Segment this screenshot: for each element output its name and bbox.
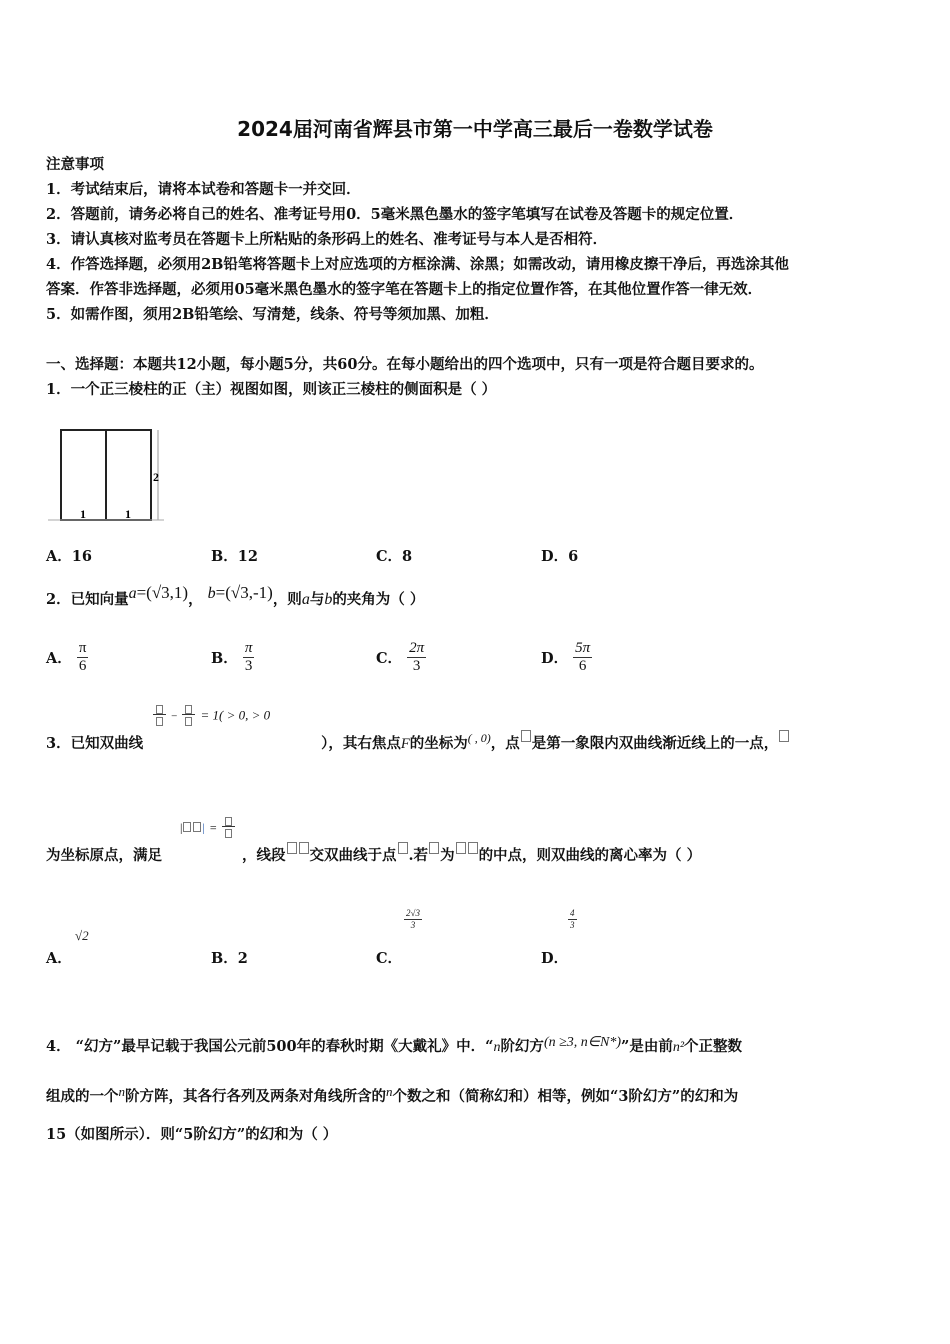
q3-option-c-image: [404, 908, 422, 931]
q2-option-d[interactable]: [541, 640, 592, 675]
q3-prefix: 3．已知双曲线: [46, 735, 144, 752]
q3-point-text: ，点: [490, 735, 520, 752]
q4-line2-a: 组成的一个: [46, 1088, 119, 1105]
q2-option-b[interactable]: [211, 640, 254, 675]
question-3-line-2: [46, 842, 701, 865]
q3-coord-text: 的坐标为: [409, 735, 468, 752]
q2-vector-b-ref: b: [324, 591, 333, 608]
q2-vector-a-value: =(√3,1): [136, 583, 189, 602]
q3-line2-a: 为坐标原点，满足: [46, 847, 162, 864]
q3-line2-d: .若: [408, 847, 429, 864]
q2-option-c[interactable]: [376, 640, 426, 675]
question-4-line-3: 15（如图所示）．则“5阶幻方”的幻和为（ ）: [46, 1126, 338, 1143]
q4-n-3: n: [118, 1084, 125, 1099]
q3-condition-image: | | =: [180, 816, 235, 838]
q2-option-b-fraction: $\frac{\pi}{3}$: [244, 640, 253, 674]
q3-option-d-den: 3: [570, 920, 575, 930]
q4-line2-b: 阶方阵，其各行各列及两条对角线所含的: [125, 1088, 386, 1105]
notice-heading: 注意事项: [46, 156, 104, 173]
q3-option-d[interactable]: [541, 947, 568, 968]
notice-item-5: 5．如需作图，须用2B铅笔绘、写清楚，线条、符号等须加黑、加粗．: [46, 306, 499, 323]
q2-option-d-fraction: $\frac{5\pi}{6}$: [575, 640, 591, 674]
q3-line2-c: 交双曲线于点: [309, 847, 397, 864]
q2-mid-text: ，则: [272, 591, 302, 608]
q2-vector-b: b: [207, 585, 216, 602]
q2-option-c-fraction: $\frac{2\pi}{3}$: [409, 640, 425, 674]
question-1-figure: [46, 420, 171, 526]
q3-asymptote-text: 是第一象限内双曲线渐近线上的一点，: [531, 735, 779, 752]
q4-condition: (n ≥3, n∈N*): [543, 1035, 621, 1050]
q1-option-a[interactable]: A．16: [46, 548, 92, 565]
q1-option-c[interactable]: C．8: [376, 548, 413, 565]
figure-label-bottom-right: 1: [125, 507, 131, 521]
q4-line1-b: 阶幻方: [500, 1038, 544, 1055]
q4-n-squared: n²: [672, 1040, 685, 1055]
q2-prefix: 2．已知向量: [46, 591, 129, 608]
question-3-line-1: [46, 730, 790, 753]
q4-line1-d: 个正整数: [684, 1038, 743, 1055]
q3-eq-frac-x: [153, 704, 166, 726]
q3-option-d-label: D．: [541, 950, 569, 967]
q3-option-c-num: 2√3: [406, 908, 420, 918]
question-1-stem: 1．一个正三棱柱的正（主）视图如图，则该正三棱柱的侧面积是（ ）: [46, 381, 497, 398]
figure-label-bottom-left: 1: [80, 507, 86, 521]
notice-item-4: 4．作答选择题，必须用2B铅笔将答题卡上对应选项的方框涂满、涂黑；如需改动，请用橡皮擦干净后，再选涂其他: [46, 256, 789, 273]
q2-option-b-label: B．: [211, 650, 238, 667]
q2-option-d-label: D．: [541, 650, 569, 667]
q2-suffix: 的夹角为（ ）: [332, 591, 425, 608]
q3-line2-f: 的中点，则双曲线的离心率为（ ）: [478, 847, 702, 864]
q3-option-a[interactable]: [46, 947, 72, 968]
notice-item-1: 1．考试结束后，请将本试卷和答题卡一并交回．: [46, 181, 361, 198]
notice-item-3: 3．请认真核对监考员在答题卡上所粘贴的条形码上的姓名、准考证号与本人是否相符．: [46, 231, 608, 248]
q3-line2-b: ，线段: [242, 847, 286, 864]
notice-item-2: 2．答题前，请务必将自己的姓名、准考证号用0．5毫米黑色墨水的签字笔填写在试卷及答题卡的规定位置．: [46, 206, 744, 223]
q2-and-text: 与: [309, 591, 325, 608]
question-2-stem: [46, 580, 424, 613]
figure-label-height: 2: [153, 470, 159, 484]
q2-option-c-label: C．: [376, 650, 403, 667]
q3-option-d-image: [568, 908, 577, 931]
q3-coord-image: ( , 0): [467, 731, 491, 745]
question-4-line-1: [46, 1034, 742, 1056]
q2-option-a-fraction: $\frac{\pi}{6}$: [78, 640, 87, 674]
q3-option-c-label: C．: [376, 950, 403, 967]
q2-vector-b-value: =(√3,-1): [215, 583, 273, 602]
q3-line2-e: 为: [440, 847, 455, 864]
q3-eq-text: = 1( > 0, > 0: [200, 707, 271, 723]
q2-separator: ，: [188, 591, 203, 608]
q2-vector-a: a: [128, 585, 137, 602]
q3-eq-frac-y: [182, 704, 195, 726]
q4-line1-a: 4． “幻方”最早记载于我国公元前500年的春秋时期《大戴礼》中．“: [46, 1038, 494, 1055]
q3-hyperbola-equation-image: − = 1( > 0, > 0: [153, 704, 270, 726]
q4-line1-c: ”是由前: [620, 1038, 673, 1055]
q3-option-a-image: √2: [75, 928, 89, 943]
q3-option-c[interactable]: [376, 947, 402, 968]
section-heading: 一、选择题：本题共12小题，每小题5分，共60分。在每小题给出的四个选项中，只有一项是符合题目要求的。: [46, 356, 764, 373]
q4-n-4: n: [386, 1084, 393, 1099]
q1-option-d[interactable]: D．6: [541, 548, 579, 565]
q1-option-b[interactable]: B．12: [211, 548, 258, 565]
q3-option-d-num: 4: [570, 908, 575, 918]
q4-n-1: n: [493, 1040, 501, 1055]
q3-option-a-label: A．: [46, 950, 72, 967]
q2-option-a[interactable]: [46, 640, 88, 675]
q2-vector-a-ref: a: [301, 591, 310, 608]
question-4-line-2: [46, 1084, 738, 1106]
q2-option-a-label: A．: [46, 650, 72, 667]
page-title: 2024届河南省辉县市第一中学高三最后一卷数学试卷: [237, 117, 713, 141]
q3-focus-letter: F: [400, 736, 410, 752]
q3-after-eq: ），其右焦点: [321, 735, 401, 752]
notice-item-4-cont: 答案．作答非选择题，必须用05毫米黑色墨水的签字笔在答题卡上的指定位置作答，在其他位置作答一律无效．: [46, 281, 763, 298]
q3-option-c-den: 3: [410, 920, 416, 930]
q3-option-b[interactable]: B．2: [211, 950, 248, 967]
q4-line2-c: 个数之和（简称幻和）相等，例如“3阶幻方”的幻和为: [392, 1088, 739, 1105]
